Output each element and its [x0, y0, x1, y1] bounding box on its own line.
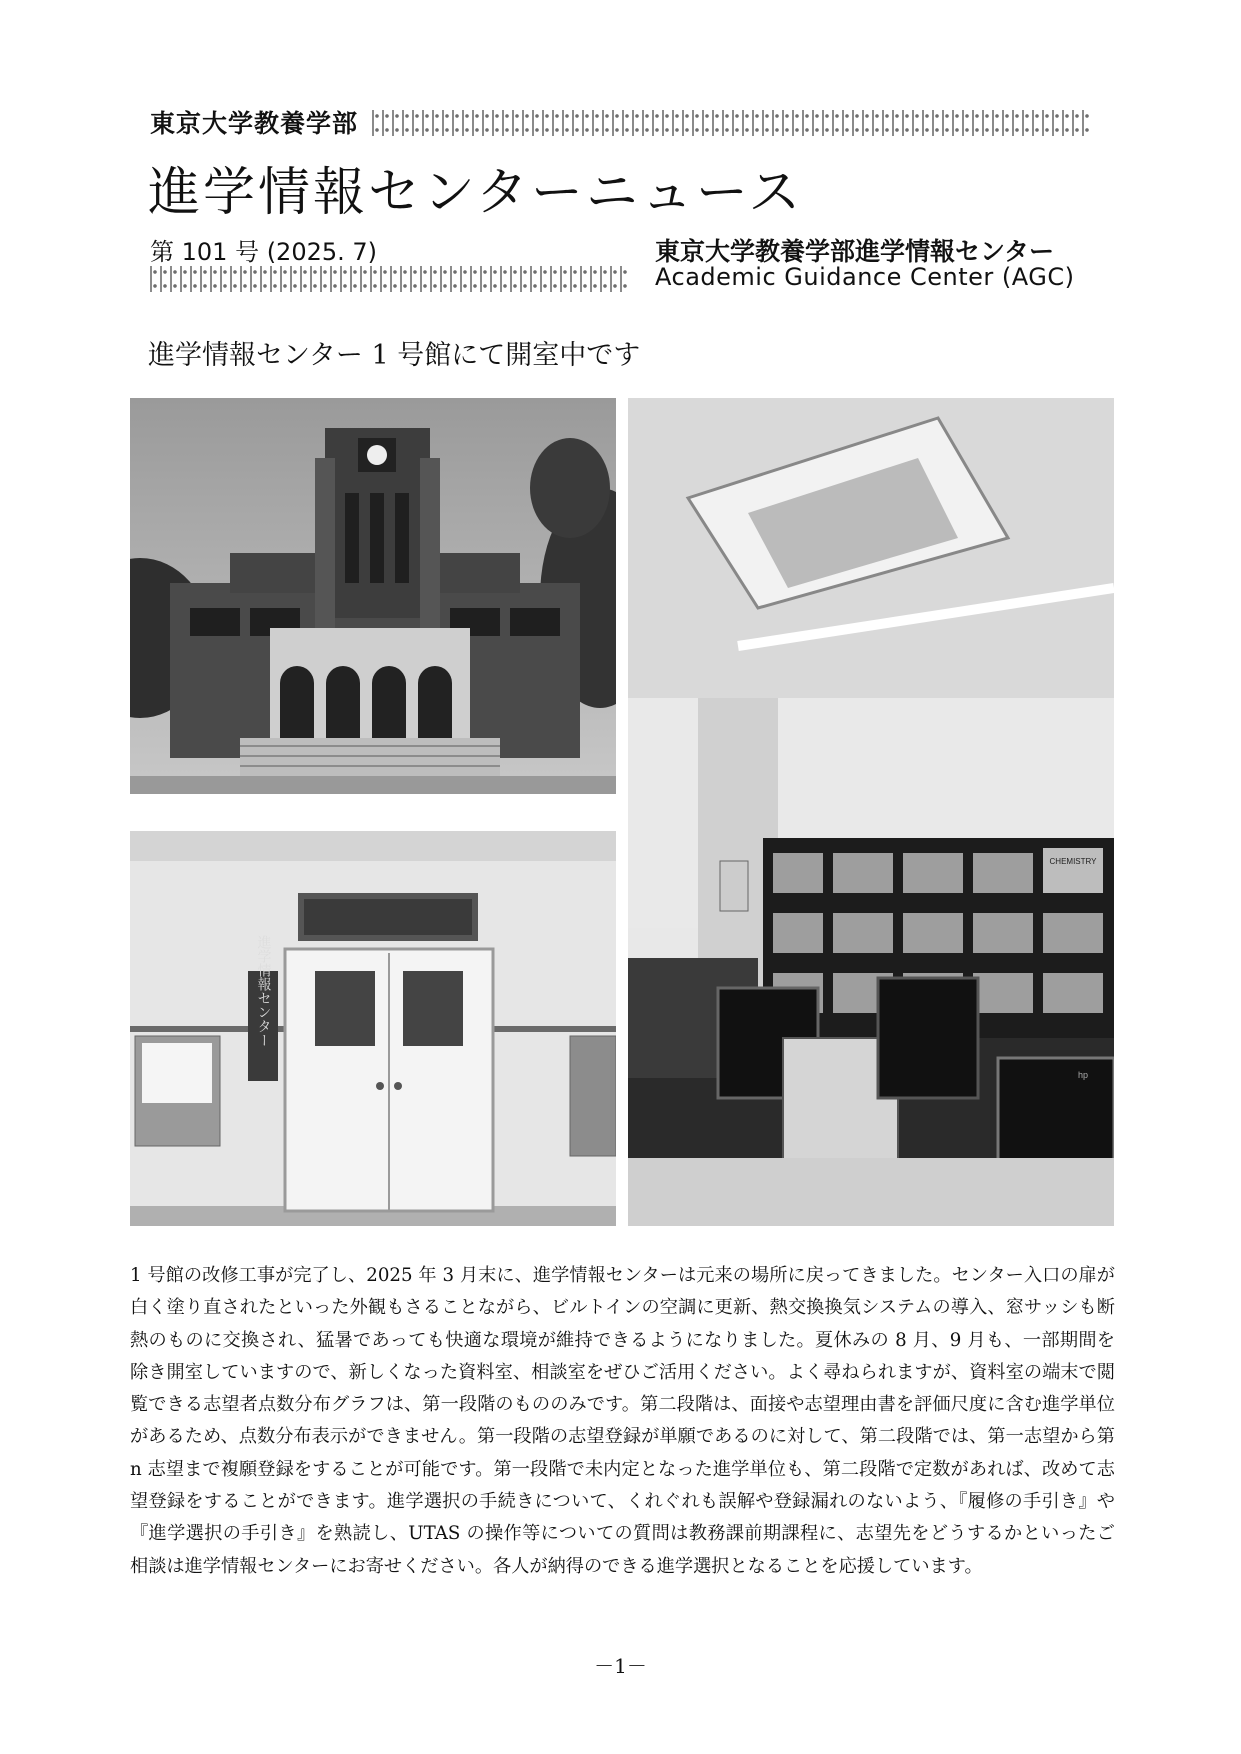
shelf-label: CHEMISTRY — [1049, 857, 1097, 866]
decorative-border-bottom — [150, 266, 630, 292]
organization-name: 東京大学教養学部 — [150, 109, 359, 138]
center-name-english: Academic Guidance Center (AGC) — [655, 263, 1075, 291]
headline: 進学情報センター 1 号館にて開室中です — [148, 340, 641, 371]
newsletter-title: 進学情報センターニュース — [148, 163, 804, 223]
building-photo — [130, 398, 616, 794]
door-sign-text: 進学情報センター — [255, 935, 271, 1047]
center-name-japanese: 東京大学教養学部進学情報センター — [655, 237, 1055, 266]
decorative-border-top — [372, 110, 1092, 136]
issue-number: 第 101 号 (2025. 7) — [150, 238, 378, 266]
page-number: －1－ — [594, 1654, 647, 1678]
reading-room-photo — [628, 398, 1114, 1226]
monitor-brand: hp — [1078, 1070, 1089, 1080]
entrance-door-photo — [130, 831, 616, 1226]
article-body: 1 号館の改修工事が完了し、2025 年 3 月末に、進学情報センターは元来の場所に戻ってきました。センター入口の扉が白く塗り直されたといった外観もさることながら、ビルトインの空調に更新、熱交換換気システムの導入、窓サッシも断熱のものに交換され、猛暑であっても快適な環境が維持できるようになりました。夏休みの 8 月、9 月も、一部期間を除き開室していますので、新しくなった資料室、相談室をぜひご活用ください。よく尋ねられますが、資料室の端末で閲覧できる志望者点数分布グラフは、第一段階のもののみです。第二段階は、面接や志望理由書を評価尺度に含む進学単位があるため、点数分布表示ができません。第一段階の志望登録が単願であるのに対して、第二段階では、第一志望から第 n 志望まで複願登録をすることが可能です。第一段階で未内定となった進学単位も、第二段階で定数があれば、改めて志望登録をすることができます。進学選択の手続きについて、くれぐれも誤解や登録漏れのないよう、『履修の手引き』や『進学選択の手引き』を熟読し、UTAS の操作等についての質問は教務課前期課程に、志望先をどうするかといったご相談は進学情報センターにお寄せください。各人が納得のできる進学選択となることを応援しています。 — [130, 1265, 1115, 1577]
